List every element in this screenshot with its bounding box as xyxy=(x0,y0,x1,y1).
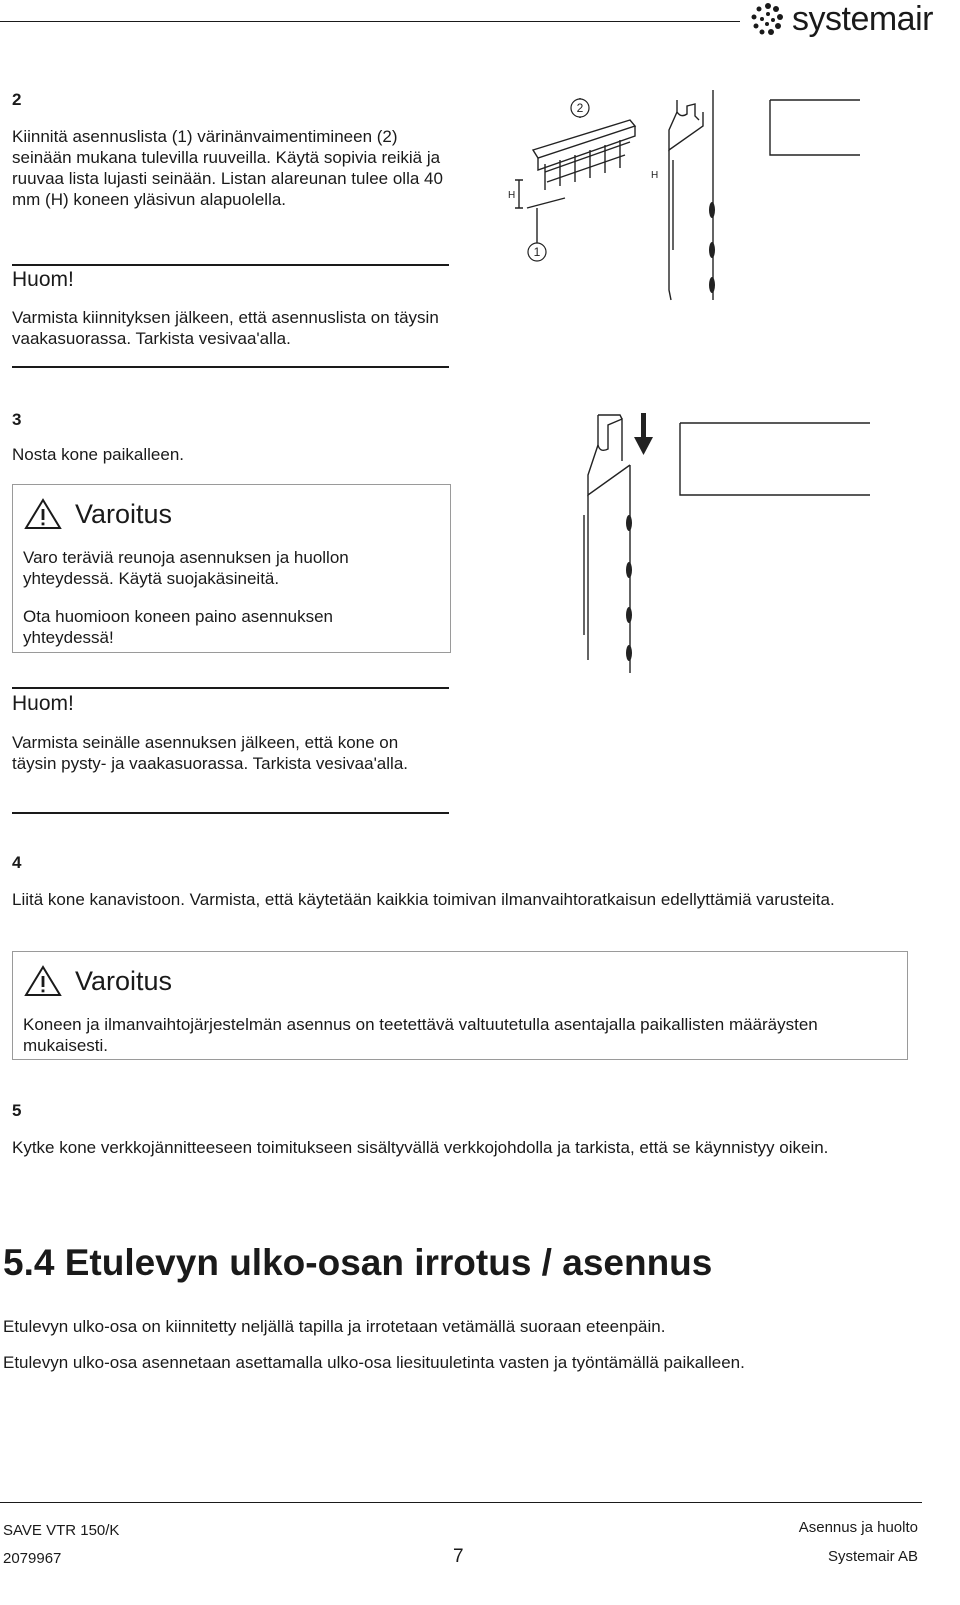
brand-logo xyxy=(748,0,953,40)
step-2-number: 2 xyxy=(12,90,22,109)
section-paragraph-2: Etulevyn ulko-osa asennetaan asettamalla ulko-osa liesituuletinta vasten ja työntämällä paikalleen. xyxy=(3,1353,745,1372)
step-2-text: Kiinnitä asennuslista (1) värinänvaimentimineen (2) seinään mukana tulevilla ruuveilla. Käytä sopivia reikiä ja ruuvaa lista lujasti seinään. Listan alareunan tulee olla 40 mm (H) koneen yläsivun alapuolella. xyxy=(12,127,443,209)
step-2-note-top-rule xyxy=(12,264,449,266)
step-2-note-bottom-rule xyxy=(12,366,449,368)
footer-chapter: Asennus ja huolto xyxy=(798,1519,918,1536)
warning-header xyxy=(23,964,897,998)
step-5-number: 5 xyxy=(12,1101,22,1120)
warning-triangle-icon xyxy=(23,497,63,531)
callout-1: 1 xyxy=(533,245,541,259)
footer-model: SAVE VTR 150/K xyxy=(3,1522,120,1539)
header-rule xyxy=(0,21,740,22)
step-2-note-title: Huom! xyxy=(12,268,74,291)
unit-hanging-figure xyxy=(570,405,890,675)
footer-doc-number: 2079967 xyxy=(3,1550,62,1567)
dim-h-right: H xyxy=(651,170,659,181)
warning-title: Varoitus xyxy=(75,966,173,996)
warning-text-1: Varo teräviä reunoja asennuksen ja huollon yhteydessä. Käytä suojakäsineitä. xyxy=(23,548,349,588)
callout-2: 2 xyxy=(576,101,584,115)
footer-company: Systemair AB xyxy=(827,1548,918,1565)
step-3-note-title: Huom! xyxy=(12,692,74,715)
warning-text: Koneen ja ilmanvaihtojärjestelmän asennus on teetettävä valtuutetulla asentajalla paikallisten määräysten mukaisesti. xyxy=(23,1015,818,1055)
mounting-rail-figure xyxy=(505,90,865,310)
step-3-note-text: Varmista seinälle asennuksen jälkeen, että kone on täysin pysty- ja vaakasuorassa. Tarkista vesivaa'alla. xyxy=(12,733,408,773)
warning-header xyxy=(23,497,440,531)
step-5-text: Kytke kone verkkojännitteeseen toimitukseen sisältyvällä verkkojohdolla ja tarkista, että se käynnistyy oikein. xyxy=(12,1138,829,1157)
logo-mark-icon xyxy=(748,0,788,40)
step-4-warning-box xyxy=(12,951,908,1060)
footer-rule xyxy=(0,1502,922,1503)
step-3-note-bottom-rule xyxy=(12,812,449,814)
dim-h-left: H xyxy=(508,190,516,201)
warning-text-2: Ota huomioon koneen paino asennuksen yhteydessä! xyxy=(23,607,334,647)
step-4-text: Liitä kone kanavistoon. Varmista, että käytetään kaikkia toimivan ilmanvaihtoratkaisun edellyttämiä varusteita. xyxy=(12,890,835,909)
logo-wordmark: systemair xyxy=(792,0,933,38)
step-4-number: 4 xyxy=(12,853,22,872)
section-heading: 5.4 Etulevyn ulko-osan irrotus / asennus xyxy=(3,1242,713,1283)
step-2-note-text: Varmista kiinnityksen jälkeen, että asennuslista on täysin vaakasuorassa. Tarkista vesivaa'alla. xyxy=(12,308,439,348)
step-3-text: Nosta kone paikalleen. xyxy=(12,445,185,464)
footer-page-number: 7 xyxy=(453,1546,464,1567)
step-3-number: 3 xyxy=(12,410,22,429)
step-3-warning-box xyxy=(12,484,451,653)
warning-title: Varoitus xyxy=(75,499,173,529)
warning-triangle-icon xyxy=(23,964,63,998)
step-3-note-top-rule xyxy=(12,687,449,689)
section-paragraph-1: Etulevyn ulko-osa on kiinnitetty neljällä tapilla ja irrotetaan vetämällä suoraan eteenpäin. xyxy=(3,1317,666,1336)
